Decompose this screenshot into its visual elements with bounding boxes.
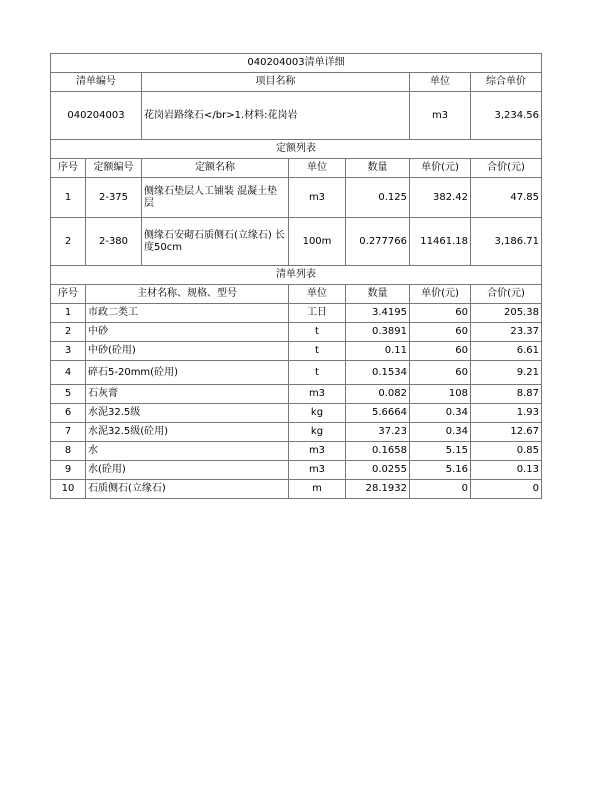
- table-row: [51, 404, 542, 423]
- material-list: [51, 304, 542, 499]
- material-qty: 0.0255: [346, 461, 410, 480]
- material-header-total: 合价(元): [471, 285, 542, 304]
- material-name: 水泥32.5级(砼用): [86, 423, 289, 442]
- material-name: 水泥32.5级: [86, 404, 289, 423]
- table-row: [51, 461, 542, 480]
- material-unit: t: [289, 361, 346, 385]
- quota-unit: 100m: [289, 218, 346, 266]
- detail-table: [50, 53, 542, 499]
- summary-unit: m3: [410, 92, 471, 140]
- quota-no: 1: [51, 178, 86, 218]
- quota-qty: 0.277766: [346, 218, 410, 266]
- quota-code: 2-380: [86, 218, 142, 266]
- quota-header-code: 定额编号: [86, 159, 142, 178]
- quota-name: 侧缘石安砌石质侧石(立缘石) 长度50cm: [142, 218, 289, 266]
- quota-header-price: 单价(元): [410, 159, 471, 178]
- quota-name: 侧缘石垫层人工铺装 混凝土垫层: [142, 178, 289, 218]
- material-header-unit: 单位: [289, 285, 346, 304]
- material-price: 60: [410, 323, 471, 342]
- material-name: 市政二类工: [86, 304, 289, 323]
- material-no: 8: [51, 442, 86, 461]
- material-total: 0.85: [471, 442, 542, 461]
- summary-header-price: 综合单价: [471, 73, 542, 92]
- material-unit: m3: [289, 385, 346, 404]
- material-price: 0.34: [410, 404, 471, 423]
- material-name: 石灰膏: [86, 385, 289, 404]
- quota-price: 382.42: [410, 178, 471, 218]
- material-total: 6.61: [471, 342, 542, 361]
- material-name: 碎石5-20mm(砼用): [86, 361, 289, 385]
- material-name: 中砂(砼用): [86, 342, 289, 361]
- material-header-price: 单价(元): [410, 285, 471, 304]
- material-total: 23.37: [471, 323, 542, 342]
- material-qty: 37.23: [346, 423, 410, 442]
- material-total: 12.67: [471, 423, 542, 442]
- material-name: 中砂: [86, 323, 289, 342]
- material-price: 5.16: [410, 461, 471, 480]
- material-price: 60: [410, 342, 471, 361]
- quota-total: 3,186.71: [471, 218, 542, 266]
- material-unit: kg: [289, 404, 346, 423]
- material-unit: t: [289, 323, 346, 342]
- material-no: 4: [51, 361, 86, 385]
- material-no: 2: [51, 323, 86, 342]
- material-qty: 28.1932: [346, 480, 410, 499]
- material-qty: 0.11: [346, 342, 410, 361]
- material-qty: 0.1534: [346, 361, 410, 385]
- table-row: [51, 385, 542, 404]
- quota-no: 2: [51, 218, 86, 266]
- material-no: 1: [51, 304, 86, 323]
- material-no: 5: [51, 385, 86, 404]
- material-qty: 0.3891: [346, 323, 410, 342]
- material-header-name: 主材名称、规格、型号: [86, 285, 289, 304]
- quota-header-unit: 单位: [289, 159, 346, 178]
- material-name: 水(砼用): [86, 461, 289, 480]
- material-price: 60: [410, 361, 471, 385]
- material-total: 0: [471, 480, 542, 499]
- material-name: 水: [86, 442, 289, 461]
- material-price: 60: [410, 304, 471, 323]
- table-row: [51, 361, 542, 385]
- quota-qty: 0.125: [346, 178, 410, 218]
- material-unit: m3: [289, 461, 346, 480]
- table-row: [51, 342, 542, 361]
- table-row: [51, 442, 542, 461]
- table-row: [51, 480, 542, 499]
- quota-header-qty: 数量: [346, 159, 410, 178]
- material-name: 石质侧石(立缘石): [86, 480, 289, 499]
- quota-total: 47.85: [471, 178, 542, 218]
- material-qty: 5.6664: [346, 404, 410, 423]
- table-row: [51, 178, 542, 218]
- material-unit: m3: [289, 442, 346, 461]
- material-price: 5.15: [410, 442, 471, 461]
- material-no: 9: [51, 461, 86, 480]
- quota-header-no: 序号: [51, 159, 86, 178]
- summary-header-unit: 单位: [410, 73, 471, 92]
- material-total: 205.38: [471, 304, 542, 323]
- material-unit: m: [289, 480, 346, 499]
- quota-header-total: 合价(元): [471, 159, 542, 178]
- material-price: 0.34: [410, 423, 471, 442]
- material-no: 7: [51, 423, 86, 442]
- material-unit: t: [289, 342, 346, 361]
- table-title: 040204003清单详细: [51, 54, 542, 73]
- table-row: [51, 304, 542, 323]
- material-no: 6: [51, 404, 86, 423]
- material-unit: 工日: [289, 304, 346, 323]
- material-header-qty: 数量: [346, 285, 410, 304]
- table-row: [51, 218, 542, 266]
- quota-code: 2-375: [86, 178, 142, 218]
- material-qty: 0.1658: [346, 442, 410, 461]
- material-price: 108: [410, 385, 471, 404]
- material-qty: 0.082: [346, 385, 410, 404]
- material-price: 0: [410, 480, 471, 499]
- material-total: 0.13: [471, 461, 542, 480]
- quota-section-title: 定额列表: [51, 140, 542, 159]
- material-no: 3: [51, 342, 86, 361]
- material-unit: kg: [289, 423, 346, 442]
- quota-unit: m3: [289, 178, 346, 218]
- material-total: 8.87: [471, 385, 542, 404]
- summary-price: 3,234.56: [471, 92, 542, 140]
- quota-header-name: 定额名称: [142, 159, 289, 178]
- material-no: 10: [51, 480, 86, 499]
- material-total: 9.21: [471, 361, 542, 385]
- material-total: 1.93: [471, 404, 542, 423]
- material-qty: 3.4195: [346, 304, 410, 323]
- table-row: [51, 323, 542, 342]
- quota-price: 11461.18: [410, 218, 471, 266]
- summary-name: 花岗岩路缘石</br>1.材料:花岗岩: [142, 92, 410, 140]
- summary-code: 040204003: [51, 92, 142, 140]
- summary-header-code: 清单编号: [51, 73, 142, 92]
- material-section-title: 清单列表: [51, 266, 542, 285]
- summary-header-name: 项目名称: [142, 73, 410, 92]
- material-header-no: 序号: [51, 285, 86, 304]
- table-row: [51, 423, 542, 442]
